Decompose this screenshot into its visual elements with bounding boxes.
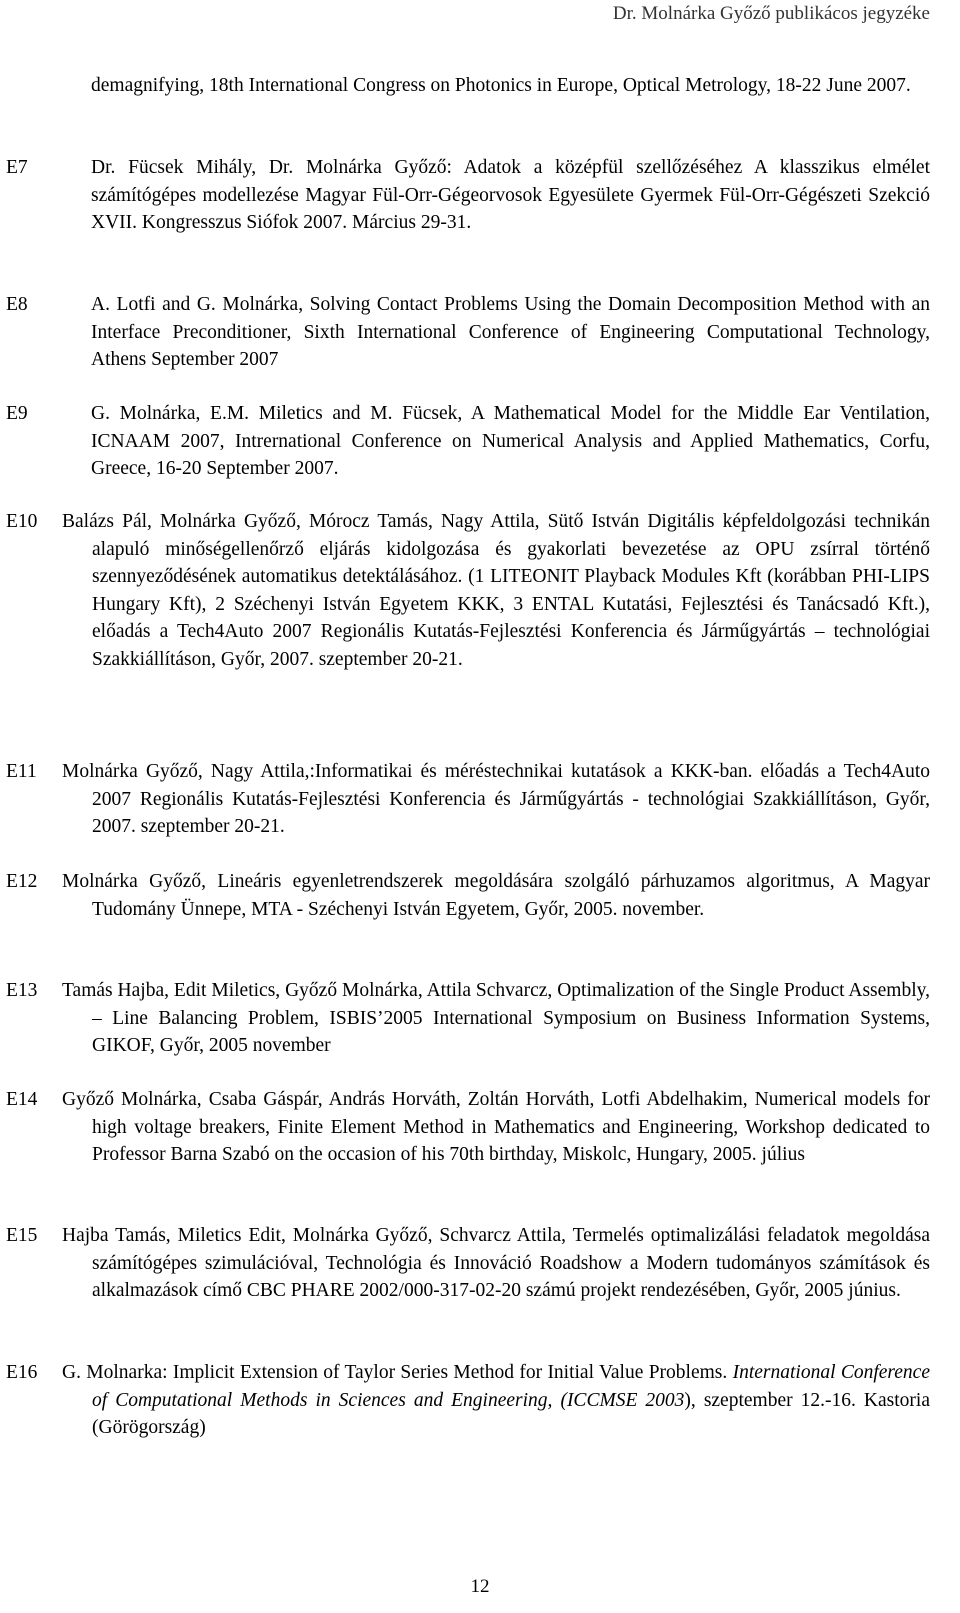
entry-number: E10 (6, 511, 38, 532)
entry-number: E11 (6, 761, 37, 782)
entry-text-end: ), szeptember 12.-16. Kastoria (Görögország) (92, 1389, 930, 1439)
entry-text: G. Molnárka, E.M. Miletics and M. Fücsek, A Mathematical Model for the Middle Ear Ventilation, ICNAAM 2007, Intrernational Conference on Numerical Analysis and Applied Mathematics, Corfu, Greece, 16-20 September 2007. (91, 403, 930, 480)
entry-text: A. Lotfi and G. Molnárka, Solving Contact Problems Using the Domain Decomposition Method with an Interface Preconditioner, Sixth International Conference of Engineering Computational Technology, Athens September 2007 (91, 294, 930, 371)
page-number: 12 (470, 1576, 490, 1597)
entry-text: Dr. Fücsek Mihály, Dr. Molnárka Győző: Adatok a középfül szellőzéséhez A klasszikus elmélet számítógépes modellezése Magyar Fül-Orr-Gégeorvosok Egyesülete Gyermek Fül-Orr-Gégészeti Szekció XVII. Kongresszus Siófok 2007. Március 29-31. (91, 157, 930, 234)
entry-text: Molnárka Győző, Nagy Attila,:Informatikai és méréstechnikai kutatások a KKK-ban. előadás a Tech4Auto 2007 Regionális Kutatás-Fejlesztési Konferencia és Járműgyártás - technológiai Szakkiállításon, Győr, 2007. szeptember 20-21. (62, 761, 930, 838)
entry-number: E12 (6, 871, 38, 892)
entry-text: demagnifying, 18th International Congress on Photonics in Europe, Optical Metrology, 18-22 June 2007. (91, 75, 911, 96)
entry-number: E14 (6, 1089, 38, 1110)
entry-number: E13 (6, 980, 38, 1001)
conference-title: International Conference of Computational Methods in Sciences and Engineering, (ICCMSE 2003 (92, 1362, 930, 1411)
entry-text: Hajba Tamás, Miletics Edit, Molnárka Győző, Schvarcz Attila, Termelés optimalizálási feladatok megoldása számítógépes szimulációval, Technológia és Innováció Roadshow a Modern tudományos számítások és alkalmazások címő CBC PHARE 2002/000-317-02-20 számú projekt rendezésében, Győr, 2005 június. (62, 1225, 930, 1302)
entry-number: E7 (6, 157, 28, 178)
entry-number: E16 (6, 1362, 38, 1383)
entry-number: E8 (6, 294, 28, 315)
entry-text: G. Molnarka: Implicit Extension of Taylor Series Method for Initial Value Problems. (62, 1362, 733, 1383)
entry-text: Győző Molnárka, Csaba Gáspár, András Horváth, Zoltán Horváth, Lotfi Abdelhakim, Numerical models for high voltage breakers, Finite Element Method in Mathematics and Engineering, Workshop dedicated to Professor Barna Szabó on the occasion of his 70th birthday, Miskolc, Hungary, 2005. július (62, 1089, 930, 1166)
entry-text: Balázs Pál, Molnárka Győző, Mórocz Tamás, Nagy Attila, Sütő István Digitális képfeldolgozási technikán alapuló minőségellenőrző eljárás kidolgozása és gyakorlati bevezetése az OPU zsírral történő szennyeződésének automatikus detektálásához. (1 LITEONIT Playback Modules Kft (korábban PHI-LIPS Hungary Kft), 2 Széchenyi István Egyetem KKK, 3 ENTAL Kutatási, Fejlesztési és Tanácsadó Kft.), előadás a Tech4Auto 2007 Regionális Kutatás-Fejlesztési Konferencia és Járműgyártás – technológiai Szakkiállításon, Győr, 2007. szeptember 20-21. (62, 511, 930, 670)
entry-text: Molnárka Győző, Lineáris egyenletrendszerek megoldására szolgáló párhuzamos algoritmus, A Magyar Tudomány Ünnepe, MTA - Széchenyi István Egyetem, Győr, 2005. november. (62, 871, 930, 920)
running-header: Dr. Molnárka Győző publikácos jegyzéke (612, 3, 930, 24)
entry-number: E9 (6, 403, 28, 424)
entry-number: E15 (6, 1225, 38, 1246)
entry-text: Tamás Hajba, Edit Miletics, Győző Molnárka, Attila Schvarcz, Optimalization of the Single Product Assembly, – Line Balancing Problem, ISBIS’2005 International Symposium on Business Information Systems, GIKOF, Győr, 2005 november (62, 980, 930, 1057)
